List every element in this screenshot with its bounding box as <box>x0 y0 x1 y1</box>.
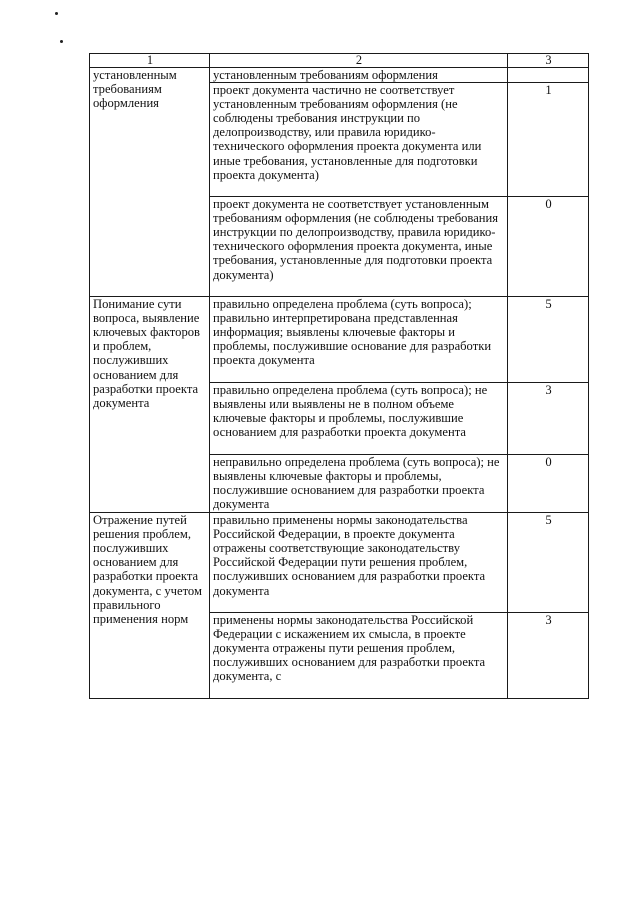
column-number-row <box>90 54 589 68</box>
description-cell: правильно применены нормы законодательства Российской Федерации, в проекте документа отражены соответствующие законодательству Российской Федерации пути решения проблем, послуживших основанием для разработки проекта документа <box>210 513 508 613</box>
score-cell: 0 <box>508 455 589 513</box>
scan-speck-top <box>55 12 58 15</box>
scan-speck-second <box>60 40 63 43</box>
score-cell: 5 <box>508 297 589 383</box>
score-cell: 3 <box>508 613 589 699</box>
criterion-cell: установленным требованиям оформления <box>90 68 210 297</box>
column-number-1: 1 <box>90 54 210 68</box>
description-cell: установленным требованиям оформления <box>210 68 508 83</box>
table-row <box>90 513 589 613</box>
description-cell: проект документа частично не соответствует установленным требованиям оформления (не соблюдены требования инструкции по делопроизводству, или правила юридико-технического оформления проекта документа или иные требования, установленные для подготовки проекта документа) <box>210 83 508 197</box>
column-number-2: 2 <box>210 54 508 68</box>
criterion-cell: Отражение путей решения проблем, послуживших основанием для разработки проекта документа, с учетом правильного применения норм <box>90 513 210 699</box>
table-row <box>90 68 589 83</box>
score-cell: 3 <box>508 383 589 455</box>
description-cell: неправильно определена проблема (суть вопроса); не выявлены ключевые факторы и проблемы, послужившие основанием для разработки проекта документа <box>210 455 508 513</box>
criterion-cell: Понимание сути вопроса, выявление ключевых факторов и проблем, послуживших основанием для разработки проекта документа <box>90 297 210 513</box>
evaluation-criteria-table <box>89 53 589 699</box>
description-cell: правильно определена проблема (суть вопроса); правильно интерпретирована представленная информация; выявлены ключевые факторы и проблемы, послужившие основание для разработки проекта документа <box>210 297 508 383</box>
column-number-3: 3 <box>508 54 589 68</box>
score-cell: 5 <box>508 513 589 613</box>
table-row <box>90 297 589 383</box>
score-cell <box>508 68 589 83</box>
description-cell: проект документа не соответствует установленным требованиям оформления (не соблюдены требования инструкции по делопроизводству, правила юридико-технического оформления проекта документа, иные требования, установленные для подготовки проекта документа) <box>210 197 508 297</box>
description-cell: правильно определена проблема (суть вопроса); не выявлены или выявлены не в полном объеме ключевые факторы и проблемы, послужившие основанием для разработки проекта документа <box>210 383 508 455</box>
score-cell: 0 <box>508 197 589 297</box>
score-cell: 1 <box>508 83 589 197</box>
description-cell: применены нормы законодательства Российской Федерации с искажением их смысла, в проекте документа отражены пути решения проблем, послуживших основанием для разработки проекта документа, с <box>210 613 508 699</box>
